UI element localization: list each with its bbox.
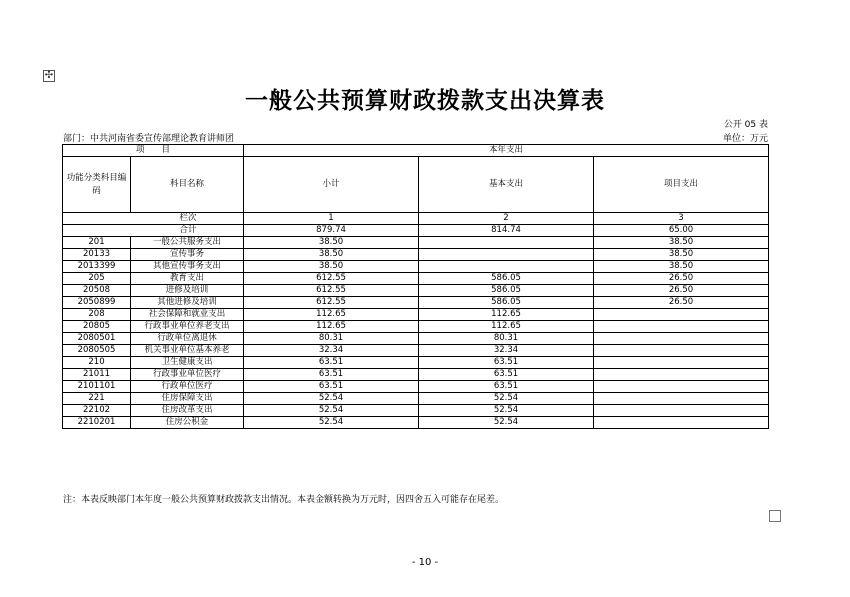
cell-subject-name: 社会保障和就业支出	[131, 309, 244, 321]
cell-basic: 586.05	[419, 297, 594, 309]
cell-basic: 63.51	[419, 357, 594, 369]
cell-project: 38.50	[594, 261, 769, 273]
table-note: 注：本表反映部门本年度一般公共预算财政拨款支出情况。本表金额转换为万元时，因四舍五入可能存在尾差。	[63, 495, 505, 505]
cell-basic: 112.65	[419, 321, 594, 333]
cell-subtotal: 63.51	[244, 381, 419, 393]
cell-subtotal: 38.50	[244, 261, 419, 273]
cell-project	[594, 321, 769, 333]
col-num-3: 3	[594, 213, 769, 225]
cell-subtotal: 32.34	[244, 345, 419, 357]
budget-table	[62, 144, 769, 429]
cell-subtotal: 52.54	[244, 405, 419, 417]
cell-subject-name: 行政单位医疗	[131, 381, 244, 393]
cell-project	[594, 333, 769, 345]
row-label-cell: 栏次	[63, 213, 244, 225]
total-subtotal: 879.74	[244, 225, 419, 237]
cell-basic: 52.54	[419, 417, 594, 429]
cell-subtotal: 38.50	[244, 249, 419, 261]
cell-project	[594, 309, 769, 321]
table-row	[63, 273, 769, 285]
cell-basic	[419, 249, 594, 261]
cell-basic: 586.05	[419, 273, 594, 285]
cell-subject-name: 其他进修及培训	[131, 297, 244, 309]
cell-code: 21011	[63, 369, 131, 381]
header-subtotal: 小计	[244, 157, 419, 213]
cell-subtotal: 63.51	[244, 369, 419, 381]
header-current-year: 本年支出	[244, 145, 769, 157]
header-project: 项目支出	[594, 157, 769, 213]
cell-basic	[419, 237, 594, 249]
cell-basic: 63.51	[419, 369, 594, 381]
cell-subtotal: 612.55	[244, 285, 419, 297]
table-row	[63, 297, 769, 309]
cell-subject-name: 住房公积金	[131, 417, 244, 429]
department-label: 部门：中共河南省委宣传部理论教育讲师团	[63, 134, 235, 144]
cell-subtotal: 112.65	[244, 309, 419, 321]
cell-basic: 52.54	[419, 393, 594, 405]
cell-basic: 586.05	[419, 285, 594, 297]
table-row	[63, 357, 769, 369]
table-row	[63, 417, 769, 429]
cell-subtotal: 38.50	[244, 237, 419, 249]
table-row	[63, 393, 769, 405]
table-row	[63, 261, 769, 273]
cell-project: 38.50	[594, 249, 769, 261]
cell-code: 20805	[63, 321, 131, 333]
cell-subject-name: 机关事业单位基本养老	[131, 345, 244, 357]
cell-project	[594, 393, 769, 405]
cell-code: 2080501	[63, 333, 131, 345]
col-num-1: 1	[244, 213, 419, 225]
cell-subject-name: 住房改革支出	[131, 405, 244, 417]
cell-subtotal: 112.65	[244, 321, 419, 333]
cell-basic	[419, 261, 594, 273]
cell-project: 26.50	[594, 297, 769, 309]
cell-project	[594, 345, 769, 357]
cell-basic: 63.51	[419, 381, 594, 393]
cell-project	[594, 405, 769, 417]
cell-project: 38.50	[594, 237, 769, 249]
total-basic: 814.74	[419, 225, 594, 237]
table-row	[63, 309, 769, 321]
total-project: 65.00	[594, 225, 769, 237]
cell-subtotal: 63.51	[244, 357, 419, 369]
page-title: 一般公共预算财政拨款支出决算表	[245, 87, 605, 114]
cell-basic: 80.31	[419, 333, 594, 345]
cell-code: 20508	[63, 285, 131, 297]
cell-subject-name: 其他宣传事务支出	[131, 261, 244, 273]
cell-code: 2210201	[63, 417, 131, 429]
checkbox[interactable]	[769, 510, 781, 522]
table-row	[63, 333, 769, 345]
cell-code: 208	[63, 309, 131, 321]
cell-code: 2101101	[63, 381, 131, 393]
cell-subject-name: 行政事业单位医疗	[131, 369, 244, 381]
form-code: 公开 05 表	[723, 120, 768, 130]
cell-code: 2050899	[63, 297, 131, 309]
cell-code: 210	[63, 357, 131, 369]
table-row	[63, 369, 769, 381]
cell-subject-name: 住房保障支出	[131, 393, 244, 405]
cell-subject-name: 行政单位离退休	[131, 333, 244, 345]
cell-code: 201	[63, 237, 131, 249]
col-num-2: 2	[419, 213, 594, 225]
page-number: - 10 -	[411, 557, 439, 568]
table-move-handle-icon[interactable]: ✣	[44, 70, 54, 81]
cell-project	[594, 357, 769, 369]
cell-basic: 32.34	[419, 345, 594, 357]
cell-project	[594, 369, 769, 381]
cell-subtotal: 52.54	[244, 393, 419, 405]
table-row	[63, 405, 769, 417]
cell-basic: 112.65	[419, 309, 594, 321]
table-row	[63, 285, 769, 297]
table-row	[63, 345, 769, 357]
cell-code: 2080505	[63, 345, 131, 357]
cell-code: 221	[63, 393, 131, 405]
unit-label: 单位：万元	[722, 134, 768, 144]
header-subject-name: 科目名称	[131, 157, 244, 213]
table-row	[63, 237, 769, 249]
header-func-code: 功能分类科目编码	[63, 157, 131, 213]
cell-project	[594, 417, 769, 429]
table-row	[63, 249, 769, 261]
header-item: 项 目	[63, 145, 244, 157]
cell-project: 26.50	[594, 285, 769, 297]
cell-subject-name: 行政事业单位养老支出	[131, 321, 244, 333]
table-row	[63, 381, 769, 393]
cell-subject-name: 一般公共服务支出	[131, 237, 244, 249]
header-basic: 基本支出	[419, 157, 594, 213]
total-label: 合计	[63, 225, 244, 237]
cell-project	[594, 381, 769, 393]
cell-subject-name: 卫生健康支出	[131, 357, 244, 369]
cell-project: 26.50	[594, 273, 769, 285]
cell-subject-name: 教育支出	[131, 273, 244, 285]
cell-subtotal: 612.55	[244, 273, 419, 285]
cell-code: 20133	[63, 249, 131, 261]
cell-subject-name: 宣传事务	[131, 249, 244, 261]
cell-code: 22102	[63, 405, 131, 417]
cell-subtotal: 80.31	[244, 333, 419, 345]
cell-subtotal: 52.54	[244, 417, 419, 429]
table-row	[63, 321, 769, 333]
cell-code: 2013399	[63, 261, 131, 273]
cell-code: 205	[63, 273, 131, 285]
cell-basic: 52.54	[419, 405, 594, 417]
cell-subject-name: 进修及培训	[131, 285, 244, 297]
cell-subtotal: 612.55	[244, 297, 419, 309]
